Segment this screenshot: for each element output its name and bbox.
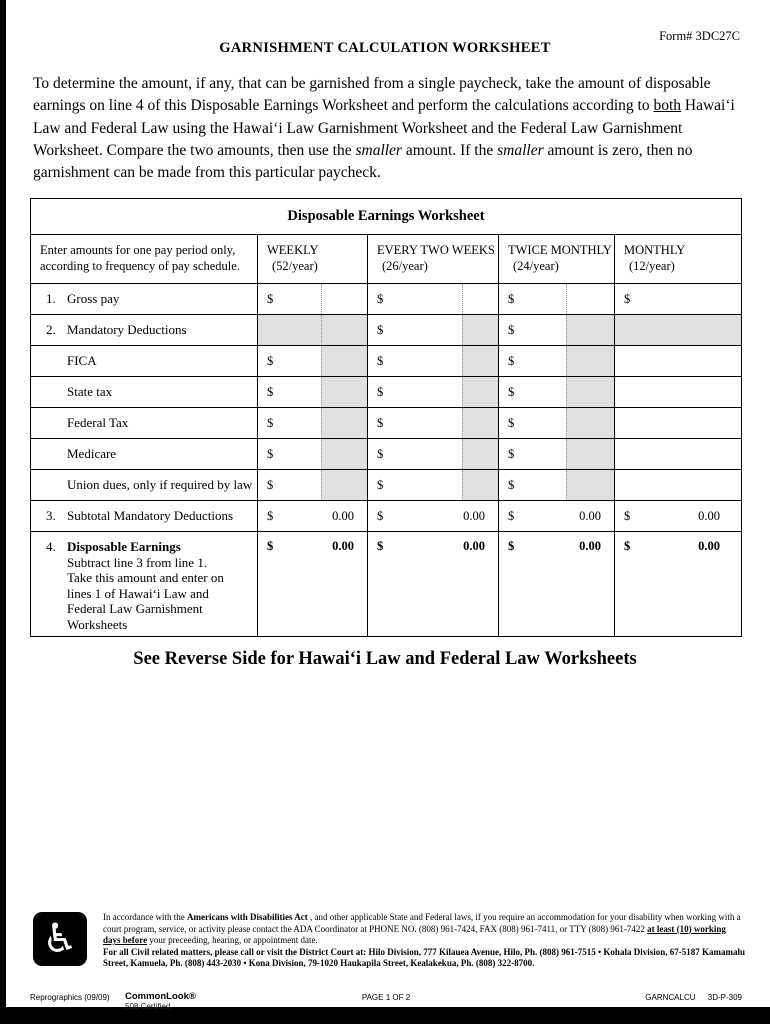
row-label-cell [31,284,257,314]
entry-cell-every-two-weeks[interactable] [367,470,462,500]
table-row-union-dues [31,470,741,501]
entry-cell-twice-monthly[interactable] [498,470,566,500]
dollar-sign: $ [508,477,515,492]
shaded-cell [462,470,498,500]
column-name: TWICE MONTHLY [508,243,612,257]
amount-value: 0.00 [579,508,601,523]
row-label: State tax [67,384,113,399]
shaded-cell [566,439,614,469]
column-frequency: (26/year) [382,259,428,273]
dollar-sign: $ [267,415,274,430]
entry-cell-twice-monthly[interactable] [498,408,566,438]
disposable-cell-twice-monthly[interactable] [498,532,614,636]
dollar-sign: $ [624,539,631,553]
entry-cell-monthly [614,470,741,500]
row-label-cell [31,315,257,345]
shaded-cell [462,408,498,438]
entry-cell-weekly[interactable] [257,408,321,438]
entry-cell-monthly[interactable] [614,284,741,314]
table-row-disposable-earnings [31,532,741,636]
row-instruction-line: Subtract line 3 from line 1. [67,554,208,570]
dollar-sign: $ [508,322,515,337]
shaded-cell [566,346,614,376]
dollar-sign: $ [377,353,384,368]
table-row-mandatory-deductions [31,315,741,346]
row-label: Union dues, only if required by law [67,477,253,492]
form-code-name: GARNCALCU [645,993,696,1002]
dollar-sign: $ [508,539,515,553]
column-header-twice-monthly [498,235,614,283]
shaded-cell [321,470,367,500]
intro-smaller-italic: smaller [497,141,544,159]
subtotal-cell-monthly[interactable] [614,501,741,531]
wheelchair-glyph: ♿ [42,916,78,962]
form-code [645,993,742,1002]
amount-value: 0.00 [579,539,601,553]
table-title: Disposable Earnings Worksheet [31,199,741,235]
row-label-cell [31,377,257,407]
unused-subcell [566,284,614,314]
row-label: Gross pay [67,291,120,306]
entry-cell-monthly [614,408,741,438]
page-title: GARNISHMENT CALCULATION WORKSHEET [219,40,551,56]
amount-value: 0.00 [463,539,485,553]
scan-edge-left [0,0,6,1024]
entry-cell-every-two-weeks[interactable] [367,408,462,438]
desc-line-2: according to frequency of pay schedule. [40,259,240,273]
amount-value: 0.00 [698,508,720,523]
ada-notice-text [103,912,745,970]
intro-text: amount. If the [401,141,498,159]
column-name: MONTHLY [624,243,686,257]
disposable-cell-monthly[interactable] [614,532,741,636]
shaded-cell [321,408,367,438]
row-label: Mandatory Deductions [67,322,187,337]
amount-value: 0.00 [332,508,354,523]
entry-cell-every-two-weeks[interactable] [367,346,462,376]
shaded-cell [321,315,367,345]
shaded-cell [321,346,367,376]
entry-cell-monthly [614,439,741,469]
column-frequency: (52/year) [272,259,318,273]
row-label-cell [31,501,257,531]
dollar-sign: $ [508,446,515,461]
table-header-row [31,235,741,284]
column-frequency: (24/year) [513,259,559,273]
dollar-sign: $ [267,539,274,553]
entry-cell-weekly[interactable] [257,377,321,407]
shaded-cell [462,315,498,345]
ada-text-segment: your preceeding, hearing, or appointment date. [147,935,318,946]
subtotal-cell-twice-monthly[interactable] [498,501,614,531]
table-row-subtotal [31,501,741,532]
row-label: Subtotal Mandatory Deductions [67,508,234,523]
entry-cell-twice-monthly[interactable] [498,315,566,345]
shaded-cell [462,439,498,469]
row-instruction-line: lines 1 of Hawaiʻi Law and [67,585,209,601]
form-number: Form# 3DC27C [659,29,740,43]
row-label-cell [31,408,257,438]
disposable-cell-weekly[interactable] [257,532,367,636]
page-footer [30,991,742,1013]
dollar-sign: $ [508,291,515,306]
commonlook-logo [125,991,196,1011]
dollar-sign: $ [377,477,384,492]
column-name: EVERY TWO WEEKS [377,243,495,257]
ada-text-bold-underline: at least (10) working days before [103,923,726,946]
commonlook-name: CommonLook® [125,991,196,1002]
dollar-sign: $ [267,446,274,461]
intro-text: amount is zero, then no garnishment can be made from this particular paycheck. [33,141,693,182]
reverse-side-note: See Reverse Side for Hawaiʻi Law and Federal Law Worksheets [133,649,637,669]
subtotal-cell-every-two-weeks[interactable] [367,501,498,531]
dollar-sign: $ [267,291,274,306]
entry-cell-twice-monthly[interactable] [498,284,566,314]
disposable-cell-every-two-weeks[interactable] [367,532,498,636]
dollar-sign: $ [267,353,274,368]
desc-line-1: Enter amounts for one pay period only, [40,243,236,257]
row-label-block [67,539,224,632]
row-label: FICA [67,353,97,368]
intro-text: Hawaiʻi Law and Federal Law using the Hawaiʻi Law Garnishment Worksheet and the Federal Law Garnishment Worksheet. Compare the two amounts, then use the [33,97,735,159]
dollar-sign: $ [267,477,274,492]
shaded-cell [462,346,498,376]
shaded-cell [566,470,614,500]
dollar-sign: $ [267,384,274,399]
unused-subcell [321,284,367,314]
row-label-cell [31,346,257,376]
intro-paragraph [33,73,749,184]
entry-cell-monthly [614,377,741,407]
column-header-description [31,235,257,283]
commonlook-certified: 508 Certified [125,1002,171,1011]
subtotal-cell-weekly[interactable] [257,501,367,531]
row-number: 2. [46,322,56,337]
row-instruction-line: Worksheets [67,616,128,632]
entry-cell-twice-monthly[interactable] [498,439,566,469]
form-code-number: 3D-P-309 [707,993,742,1002]
amount-value: 0.00 [698,539,720,553]
unused-subcell [462,284,498,314]
dollar-sign: $ [377,291,384,306]
row-label-cell [31,532,257,636]
row-label: Medicare [67,446,117,461]
row-label-cell [31,470,257,500]
table-row-medicare [31,439,741,470]
table-row-state-tax [31,377,741,408]
dollar-sign: $ [508,353,515,368]
entry-cell-weekly[interactable] [257,439,321,469]
dollar-sign: $ [508,508,515,523]
intro-text: To determine the amount, if any, that can be garnished from a single paycheck, take the amount of disposable earnings on line 4 of this Disposable Earnings Worksheet and perform the calculations according to [33,75,711,115]
entry-cell-twice-monthly[interactable] [498,346,566,376]
shaded-cell [257,315,321,345]
disposable-earnings-worksheet-table [30,198,742,637]
row-instruction-line: Federal Law Garnishment [67,601,203,616]
accessibility-icon [33,912,87,966]
ada-notice [33,912,745,970]
entry-cell-weekly[interactable] [257,284,321,314]
shaded-cell [321,377,367,407]
amount-value: 0.00 [463,508,485,523]
page-number: PAGE 1 OF 2 [361,993,411,1002]
dollar-sign: $ [377,384,384,399]
dollar-sign: $ [267,508,274,523]
dollar-sign: $ [377,446,384,461]
reprographics-label: Reprographics (09/09) [30,993,110,1002]
shaded-cell [321,439,367,469]
shaded-cell [566,377,614,407]
column-header-monthly [614,235,741,283]
shaded-cell [614,315,741,345]
row-number: 1. [46,291,56,306]
dollar-sign: $ [508,415,515,430]
row-label-cell [31,439,257,469]
intro-both-underline: both [653,97,682,115]
dollar-sign: $ [377,322,384,337]
dollar-sign: $ [377,415,384,430]
ada-text-segment: In accordance with the [103,912,187,922]
row-label: Disposable Earnings [67,539,181,554]
row-instruction-line: Take this amount and enter on [67,570,224,585]
column-header-every-two-weeks [367,235,498,283]
column-name: WEEKLY [267,243,319,257]
ada-text-bold: Americans with Disabilities Act [186,912,308,922]
dollar-sign: $ [508,384,515,399]
dollar-sign: $ [377,539,384,553]
intro-smaller-italic: smaller [355,141,402,159]
dollar-sign: $ [624,508,631,523]
entry-cell-every-two-weeks[interactable] [367,377,462,407]
entry-cell-weekly[interactable] [257,470,321,500]
row-label: Federal Tax [67,415,129,430]
entry-cell-every-two-weeks[interactable] [367,315,462,345]
table-row-fica [31,346,741,377]
entry-cell-twice-monthly[interactable] [498,377,566,407]
shaded-cell [566,315,614,345]
row-number: 3. [46,508,56,523]
table-row-federal-tax [31,408,741,439]
column-frequency: (12/year) [629,259,675,273]
entry-cell-weekly[interactable] [257,346,321,376]
column-header-weekly [257,235,367,283]
entry-cell-every-two-weeks[interactable] [367,284,462,314]
ada-text-segment: , and other applicable State and Federal laws, if you require an accommodation for your disability when working with a court program, service, or activity please contact the ADA Coordinator at PHONE NO. (808) 961-7424, FAX (808) 961-7411, or TTY (808) 961-7422 [103,912,741,934]
dollar-sign: $ [377,508,384,523]
shaded-cell [566,408,614,438]
ada-court-divisions: For all Civil related matters, please call or visit the District Court at: Hilo Division, 777 Kilauea Avenue, Hilo, Ph. (808) 961-7515 • Kohala Division, 67-5187 Kamamalu Street, Kamuela, Ph. (808) 443-2030 • Kona Division, 79-1020 Haukapila Street, Kealakekua, Ph. (808) 322-8700. [103,946,745,969]
dollar-sign: $ [624,291,631,306]
shaded-cell [462,377,498,407]
entry-cell-monthly [614,346,741,376]
amount-value: 0.00 [332,539,354,553]
row-number: 4. [46,539,56,554]
table-row-gross-pay [31,284,741,315]
entry-cell-every-two-weeks[interactable] [367,439,462,469]
